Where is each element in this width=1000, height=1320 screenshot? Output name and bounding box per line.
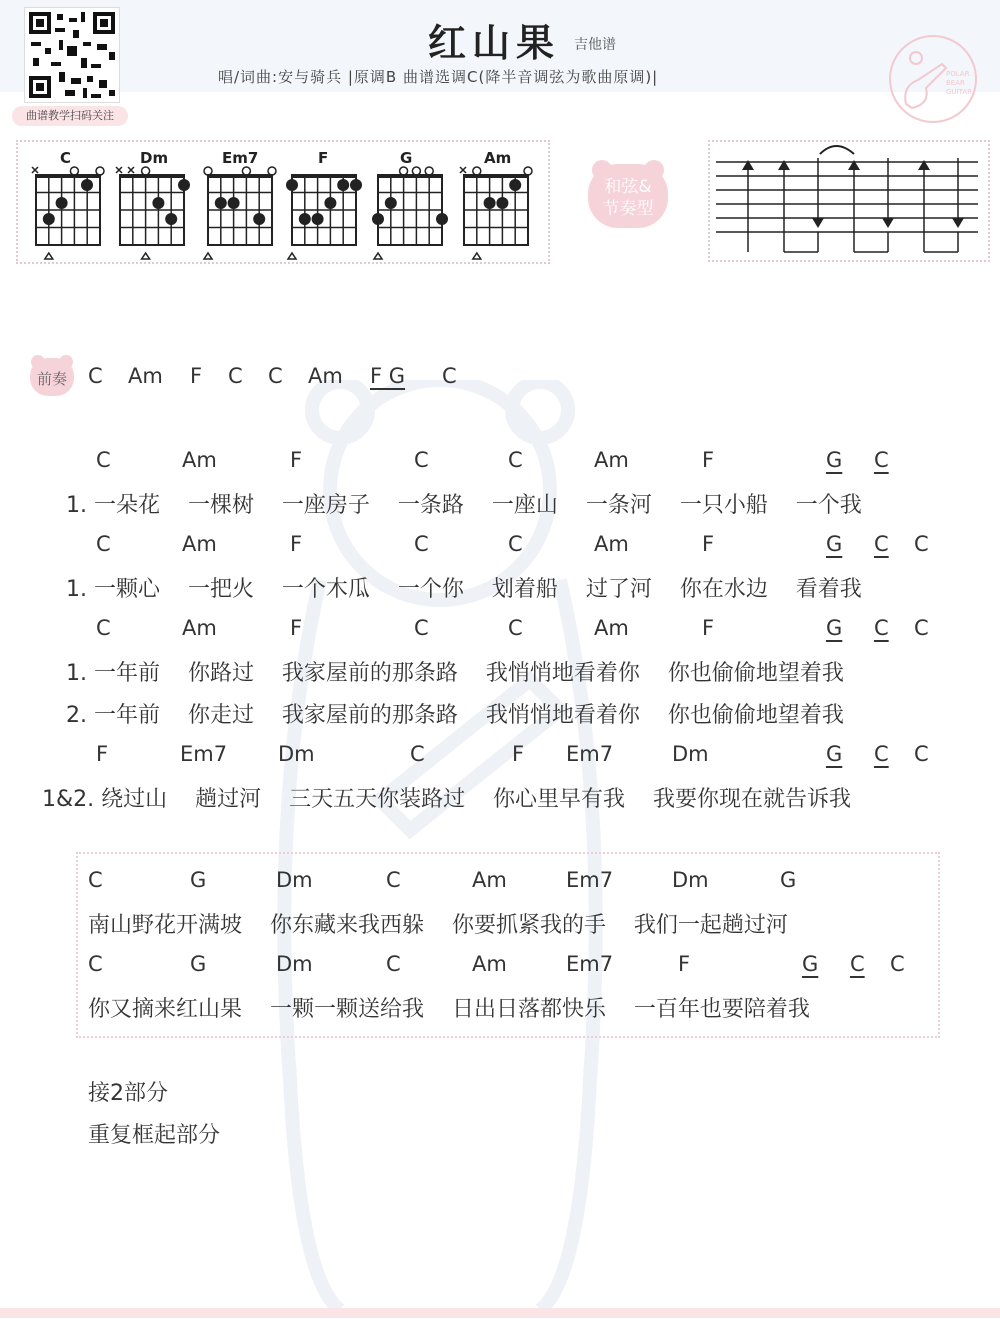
- verse-lyric: 1. 一颗心 一把火 一个木瓜 一个你 划着船 过了河 你在水边 看着我: [66, 577, 862, 602]
- verse-chord: C: [914, 742, 929, 766]
- verse-chord: G: [826, 448, 843, 472]
- bear-watermark-icon: [230, 380, 650, 1320]
- svg-text:BEAR: BEAR: [946, 79, 965, 87]
- verse-chord: C: [414, 616, 429, 640]
- song-subtitle: 吉他谱: [574, 37, 616, 53]
- chorus-chord: Dm: [276, 952, 313, 976]
- prelude-label: 前奏: [36, 370, 67, 388]
- chorus-chord: C: [386, 952, 401, 976]
- verse-chord: Dm: [672, 742, 709, 766]
- chorus-chord: Dm: [276, 868, 313, 892]
- verse-chord: C: [96, 616, 111, 640]
- prelude-chord: C: [442, 364, 457, 388]
- chorus-chord: Dm: [672, 868, 709, 892]
- verse-chord: G: [826, 742, 843, 766]
- polar-bear-guitar-logo-icon: [888, 34, 978, 124]
- verse-chord: C: [96, 448, 111, 472]
- verse-chord: Am: [594, 616, 629, 640]
- chorus-chord: G: [190, 868, 207, 892]
- verse-chord: G: [826, 616, 843, 640]
- chorus-chord: F: [678, 952, 691, 976]
- verse-chord: Dm: [278, 742, 315, 766]
- svg-text:C: C: [60, 149, 72, 167]
- chord-f-diagram: [286, 149, 362, 259]
- verse-lyric: 1&2. 绕过山 趟过河 三天五天你装路过 你心里早有我 我要你现在就告诉我: [42, 787, 852, 812]
- svg-text:GUITAR: GUITAR: [946, 88, 972, 96]
- chorus-lyric: 你又摘来红山果 一颗一颗送给我 日出日落都快乐 一百年也要陪着我: [88, 997, 810, 1022]
- chorus-chord: Am: [472, 952, 507, 976]
- chorus-lyric: 南山野花开满坡 你东藏来我西躲 你要抓紧我的手 我们一起趟过河: [88, 913, 788, 938]
- verse-lyric: 1. 一朵花 一棵树 一座房子 一条路 一座山 一条河 一只小船 一个我: [66, 493, 862, 518]
- verse-chord: Am: [182, 616, 217, 640]
- verse-chord: G: [826, 532, 843, 556]
- verse-lyric: 1. 一年前 你路过 我家屋前的那条路 我悄悄地看着你 你也偷偷地望着我: [66, 661, 844, 686]
- verse-chord: C: [414, 448, 429, 472]
- verse-chord: C: [414, 532, 429, 556]
- verse-chord: C: [874, 532, 889, 556]
- verse-chord: Em7: [180, 742, 228, 766]
- prelude-chord: F: [190, 364, 203, 388]
- chord-am-diagram: [460, 149, 532, 259]
- chorus-chord: C: [890, 952, 905, 976]
- chorus-chord: G: [190, 952, 207, 976]
- verse-chord: F: [96, 742, 109, 766]
- prelude-chord: C: [88, 364, 103, 388]
- chorus-chord: C: [386, 868, 401, 892]
- verse-chord: C: [96, 532, 111, 556]
- chorus-chord: G: [802, 952, 819, 976]
- svg-text:Dm: Dm: [140, 149, 169, 167]
- verse-chord: F: [702, 616, 715, 640]
- prelude-chord: Am: [128, 364, 163, 388]
- prelude-chord: C: [228, 364, 243, 388]
- svg-text:F: F: [318, 149, 329, 167]
- chord-c-diagram: [32, 149, 104, 259]
- chorus-chord: C: [88, 952, 103, 976]
- prelude-chord: C: [268, 364, 283, 388]
- song-credits: 唱/词曲:安与骑兵 |原调B 曲谱选调C(降半音调弦为歌曲原调)|: [218, 68, 659, 86]
- verse-chord: C: [508, 616, 523, 640]
- verse-chord: Am: [594, 532, 629, 556]
- verse-chord: C: [410, 742, 425, 766]
- verse-chord: F: [512, 742, 525, 766]
- chorus-chord: C: [850, 952, 865, 976]
- footer-strip: [0, 1308, 1000, 1318]
- verse-chord: F: [290, 532, 303, 556]
- verse-chord: C: [874, 742, 889, 766]
- verse-chord: F: [290, 616, 303, 640]
- verse-chord: C: [508, 532, 523, 556]
- verse-chord: F: [290, 448, 303, 472]
- verse-chord: C: [914, 616, 929, 640]
- verse-lyric: 2. 一年前 你走过 我家屋前的那条路 我悄悄地看着你 你也偷偷地望着我: [66, 703, 844, 728]
- verse-chord: Em7: [566, 742, 614, 766]
- verse-chord: Am: [182, 532, 217, 556]
- section-note: 重复框起部分: [88, 1123, 221, 1148]
- prelude-chord: Am: [308, 364, 343, 388]
- verse-chord: C: [874, 448, 889, 472]
- qr-caption: 曲谱教学扫码关注: [12, 106, 128, 126]
- verse-chord: F: [702, 532, 715, 556]
- svg-text:G: G: [400, 149, 413, 167]
- verse-chord: Am: [594, 448, 629, 472]
- chord-dm-diagram: [116, 149, 190, 259]
- svg-text:Em7: Em7: [222, 149, 259, 167]
- chorus-chord: C: [88, 868, 103, 892]
- section-note: 接2部分: [88, 1081, 168, 1106]
- verse-chord: F: [702, 448, 715, 472]
- chord-g-diagram: [372, 149, 448, 259]
- strum-pattern-diagram: [716, 144, 982, 256]
- svg-text:Am: Am: [484, 149, 512, 167]
- chorus-chord: G: [780, 868, 797, 892]
- chord-diagrams: [16, 140, 546, 264]
- verse-chord: C: [914, 532, 929, 556]
- prelude-chord: F G: [370, 364, 406, 388]
- song-title: 红山果: [428, 21, 561, 65]
- verse-chord: Am: [182, 448, 217, 472]
- qr-code-icon[interactable]: [24, 7, 120, 103]
- chorus-chord: Am: [472, 868, 507, 892]
- svg-text:POLAR: POLAR: [946, 70, 970, 78]
- verse-chord: C: [508, 448, 523, 472]
- chord-rhythm-label: 和弦& 节奏型: [602, 177, 654, 219]
- chorus-chord: Em7: [566, 868, 614, 892]
- chord-em7-diagram: [204, 149, 276, 259]
- verse-chord: C: [874, 616, 889, 640]
- chorus-chord: Em7: [566, 952, 614, 976]
